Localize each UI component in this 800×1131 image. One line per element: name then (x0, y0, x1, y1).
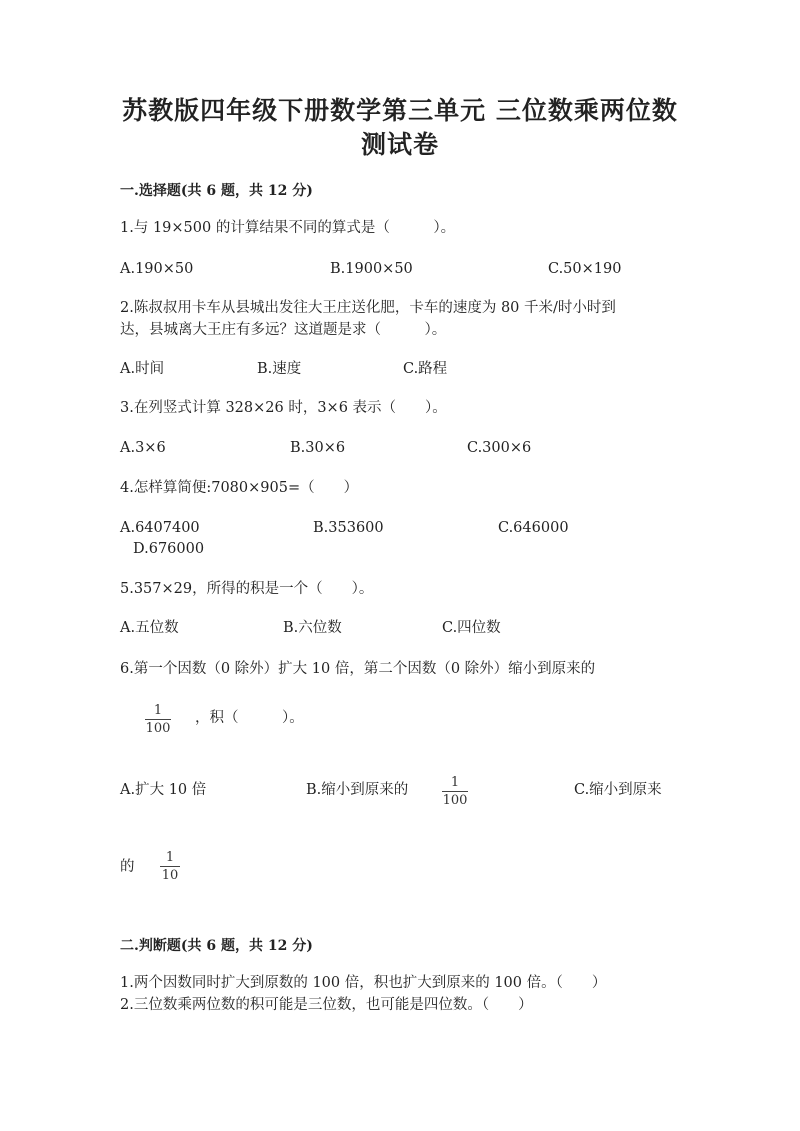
question-3-stem: 3.在列竖式计算 328×26 时，3×6 表示（ ）。 (120, 400, 447, 416)
fraction-denominator: 10 (161, 868, 179, 883)
page-title: 苏教版四年级下册数学第三单元 三位数乘两位数 (122, 96, 678, 125)
question-5-option-c: C.四位数 (442, 620, 501, 636)
fraction-numerator: 1 (153, 703, 163, 718)
question-6-option-c-tail: 的 (120, 859, 135, 875)
question-6-stem-tail: ，积（ ）。 (195, 710, 304, 726)
question-2-stem-line1: 2.陈叔叔用卡车从县城出发往大王庄送化肥，卡车的速度为 80 千米/时小时到 (120, 300, 616, 316)
question-5-option-a: A.五位数 (120, 620, 179, 636)
question-3-option-b: B.30×6 (290, 440, 346, 456)
question-1-option-b: B.1900×50 (330, 261, 413, 277)
question-5-stem: 5.357×29，所得的积是一个（ ）。 (120, 581, 374, 597)
question-6-option-a: A.扩大 10 倍 (120, 782, 207, 798)
judgement-question-2: 2.三位数乘两位数的积可能是三位数，也可能是四位数。（ ） (120, 997, 533, 1013)
fraction-bar (442, 791, 468, 792)
question-6-option-c: C.缩小到原来 (574, 782, 662, 798)
question-6-stem: 6.第一个因数（0 除外）扩大 10 倍，第二个因数（0 除外）缩小到原来的 (120, 661, 596, 677)
fraction-denominator: 100 (442, 793, 468, 808)
section-heading-choice: 一.选择题(共 6 题，共 12 分) (120, 183, 313, 199)
question-6-option-c-fraction (160, 850, 180, 883)
question-2-option-c: C.路程 (403, 361, 448, 377)
question-4-option-d: D.676000 (133, 541, 205, 557)
question-2-option-a: A.时间 (120, 361, 165, 377)
question-4-option-b: B.353600 (313, 520, 384, 536)
fraction-numerator: 1 (165, 850, 175, 865)
question-2-option-b: B.速度 (257, 361, 302, 377)
question-6-fraction (145, 703, 171, 736)
question-4-stem: 4.怎样算简便:7080×905=（ ） (120, 480, 359, 496)
section-heading-judgement: 二.判断题(共 6 题，共 12 分) (120, 938, 313, 954)
question-3-option-c: C.300×6 (467, 440, 532, 456)
question-3-option-a: A.3×6 (120, 440, 166, 456)
fraction-bar (160, 866, 180, 867)
question-4-option-c: C.646000 (498, 520, 569, 536)
question-6-option-b: B.缩小到原来的 (306, 782, 409, 798)
question-4-option-a: A.6407400 (120, 520, 200, 536)
fraction-denominator: 100 (145, 721, 171, 736)
page-title-line2: 测试卷 (360, 130, 439, 159)
question-1-option-a: A.190×50 (120, 261, 194, 277)
question-6-option-b-fraction (442, 775, 468, 808)
fraction-numerator: 1 (450, 775, 460, 790)
question-1-option-c: C.50×190 (548, 261, 622, 277)
judgement-question-1: 1.两个因数同时扩大到原数的 100 倍，积也扩大到原来的 100 倍。（ ） (120, 975, 607, 991)
fraction-bar (145, 719, 171, 720)
question-1-stem: 1.与 19×500 的计算结果不同的算式是（ ）。 (120, 220, 456, 236)
question-5-option-b: B.六位数 (283, 620, 342, 636)
question-2-stem-line2: 达，县城离大王庄有多远？这道题是求（ ）。 (120, 322, 447, 338)
